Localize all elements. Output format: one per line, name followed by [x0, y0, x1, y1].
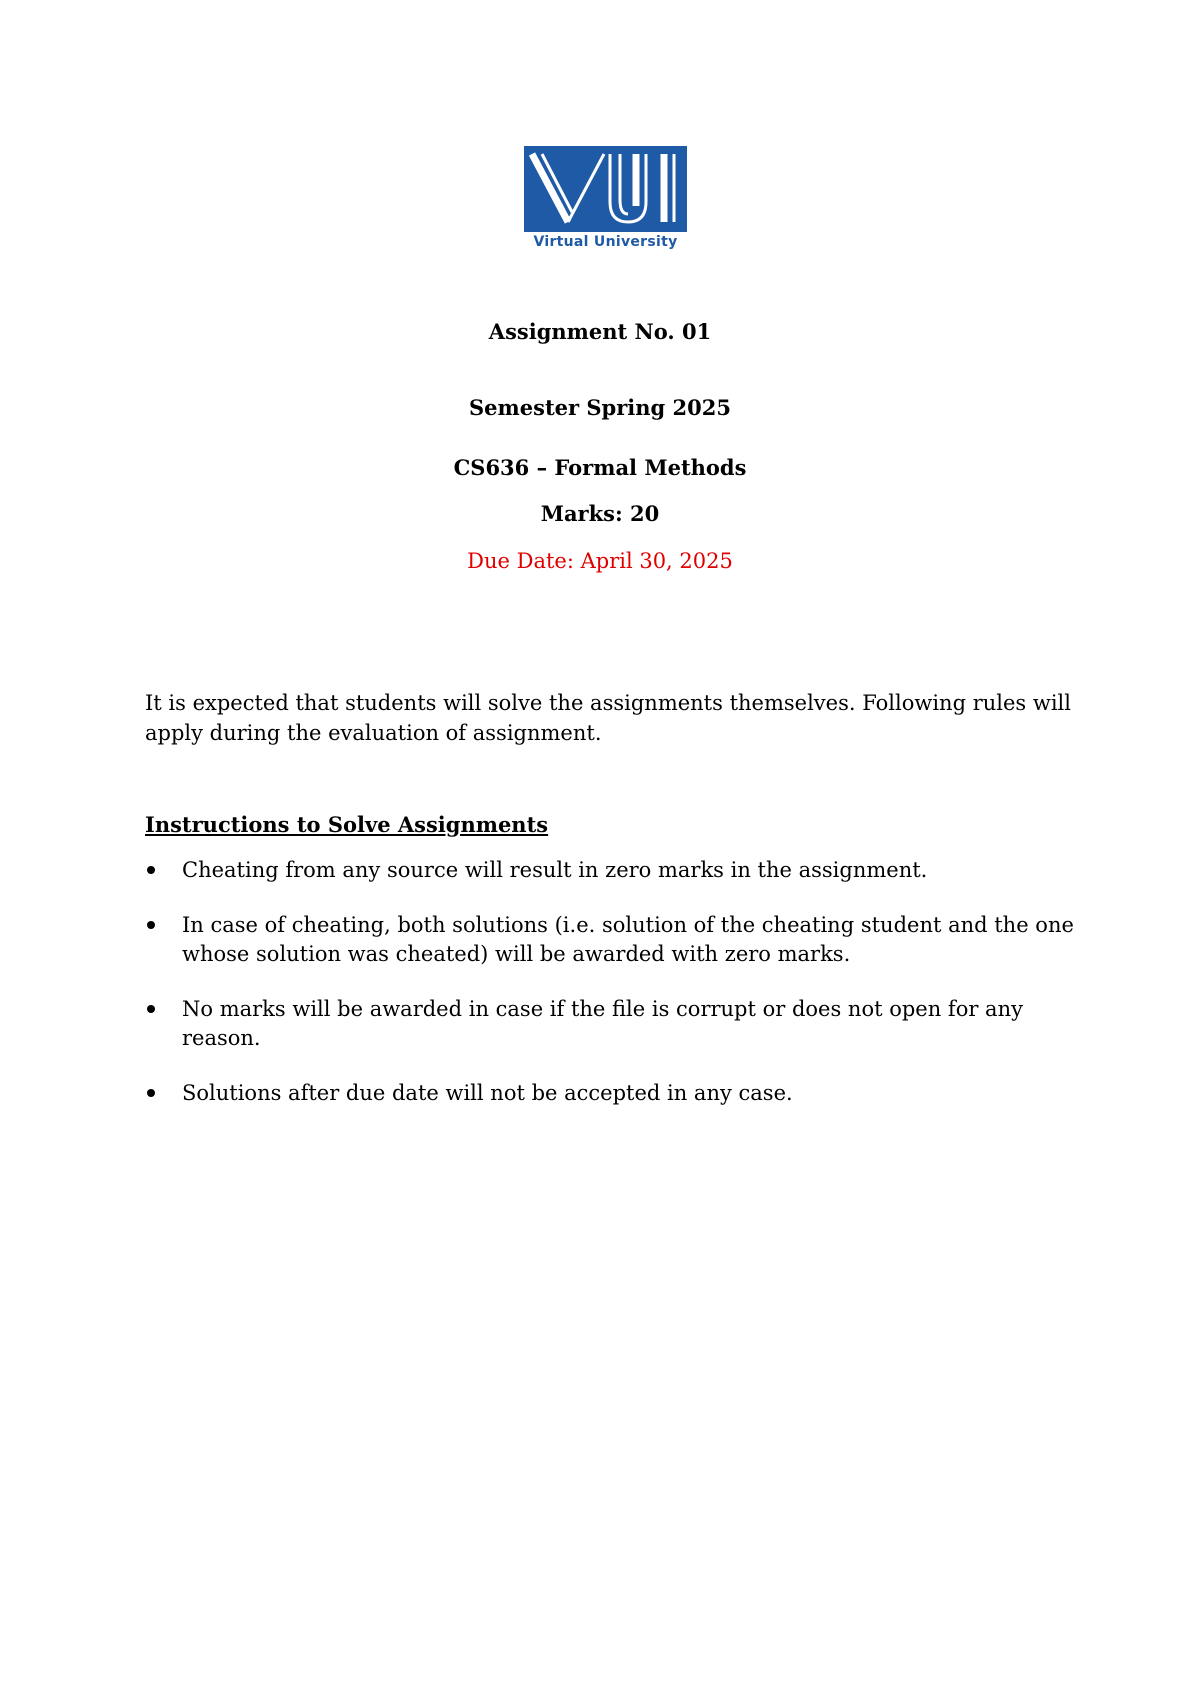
list-item	[145, 856, 1075, 885]
list-item	[145, 911, 1075, 969]
vu-monogram-icon	[524, 146, 687, 232]
virtual-university-logo	[524, 146, 687, 252]
list-item-text: Cheating from any source will result in zero marks in the assignment.	[182, 858, 928, 882]
bullet-icon	[147, 1005, 155, 1013]
list-item-text: No marks will be awarded in case if the file is corrupt or does not open for any reason.	[182, 997, 1023, 1050]
marks-label: Marks: 20	[540, 501, 660, 526]
bullet-icon	[147, 866, 155, 874]
bullet-icon	[147, 921, 155, 929]
list-item-text: Solutions after due date will not be accepted in any case.	[182, 1081, 793, 1105]
instructions-list	[145, 856, 1075, 1134]
list-item	[145, 995, 1075, 1053]
course-title: CS636 – Formal Methods	[453, 455, 747, 480]
vu-logo-mark	[524, 146, 687, 232]
intro-paragraph: It is expected that students will solve the assignments themselves. Following rules will apply during the evaluation of assignment.	[145, 691, 1071, 745]
instructions-heading: Instructions to Solve Assignments	[145, 812, 549, 837]
list-item	[145, 1079, 1075, 1108]
bullet-icon	[147, 1089, 155, 1097]
semester-label: Semester Spring 2025	[469, 395, 731, 420]
logo-caption: Virtual University	[533, 234, 678, 250]
due-date: Due Date: April 30, 2025	[467, 549, 733, 573]
list-item-text: In case of cheating, both solutions (i.e. solution of the cheating student and the one whose solution was cheated) will be awarded with zero marks.	[182, 913, 1074, 966]
assignment-title: Assignment No. 01	[488, 319, 712, 344]
